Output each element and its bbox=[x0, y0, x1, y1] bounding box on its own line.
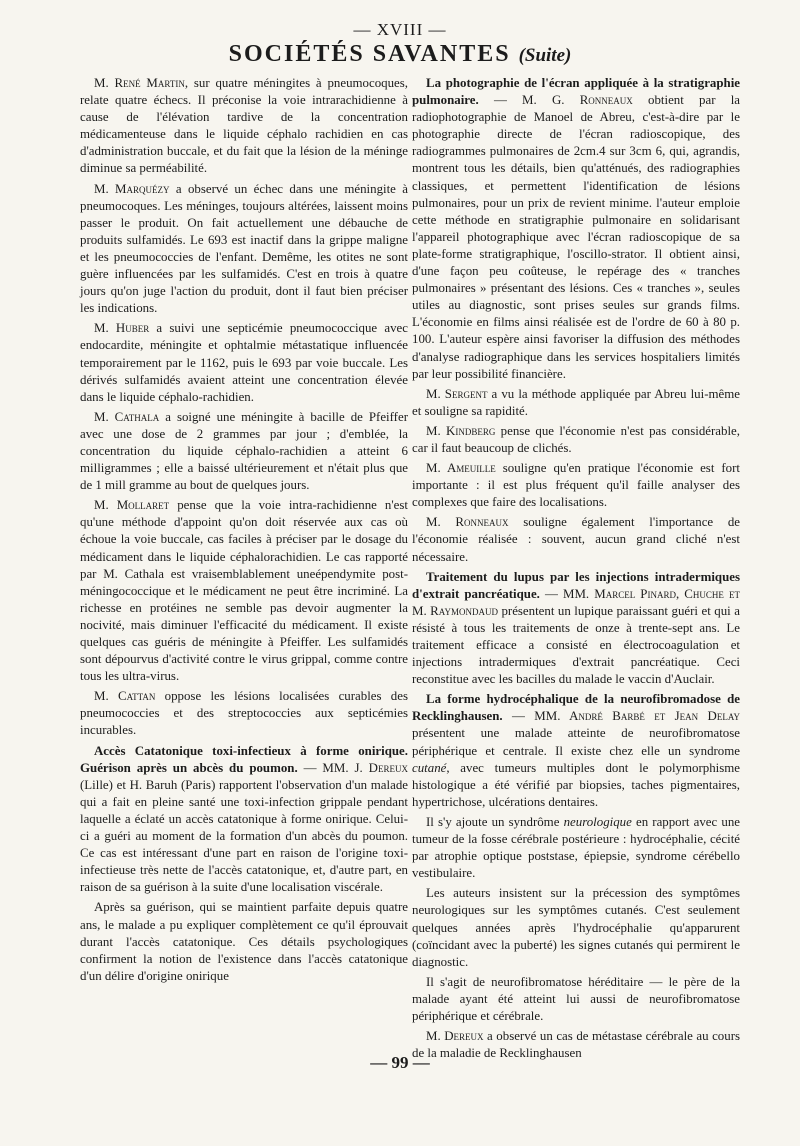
article-title: La photographie de l'écran appliquée à la stratigraphie pulmonaire. bbox=[412, 76, 740, 108]
author-name: M. Ronneaux bbox=[426, 515, 509, 530]
paragraph-sergent: M. Sergent a vu la méthode appliquée par Abreu lui-même et souligne sa rapidité. bbox=[412, 386, 740, 418]
paragraph-kindberg: M. Kindberg pense que l'économie n'est pas considérable, car il faut beaucoup de clichés. bbox=[412, 423, 740, 455]
paragraph-cattan: M. Cattan oppose les lésions localisées curables des pneumococcies et des streptococcies aux septicémies incurables. bbox=[80, 689, 408, 738]
article-title: Accès Catatonique toxi-infectieux à forme onirique. Guérison après un abcès du poumon. bbox=[80, 743, 408, 775]
author-name: M. Dereux bbox=[426, 1029, 484, 1044]
paragraph-guerison: Après sa guérison, qui se maintient parfaite depuis quatre ans, le malade a pu expliquer complètement ce qu'il éprouvait durant l'accès catatonique. Ces détails psychologiques confirment la notion de l'existence dans l'accès catatonique d'un délire d'origine onirique bbox=[80, 900, 408, 983]
page-number: — 99 — bbox=[370, 1053, 430, 1072]
paragraph-mollaret: M. Mollaret pense que la voie intra-rachidienne n'est qu'une méthode d'appoint qu'on doit réservée aux cas où échoue la voie buccale, cas faciles à préciser par le dosage du médicament dans le liquide céphalorachidien. Le cas rapporté par M. Cathala est vraisemblablement uneépendymite post-méningococcique et le médicament ne peut être incriminé. La richesse en protéines ne semble pas devoir augmenter la nocivité, mais diminuer l'efficacité du médicament. Il existe quelques cas guéris de méningite à Pfeiffer. Les sulfamidés sont dépourvus d'activité contre le virus grippal, comme contre tous les ultra-virus. bbox=[80, 498, 408, 684]
paragraph-marquezy: M. Marquézy a observé un échec dans une méningite à pneumocoques. Les méninges, toujours altérées, laissent moins passer le produit. On fait actuellement une débauche de produits sulfamidés. Le 693 est inactif dans la grippe maligne et les pneumococcies de l'enfant. Demême, les otites ne sont guère influencées par les sulfamidés. C'est en trois à quatre jours qu'on juge l'action du produit, dont il faut bien préciser les indications. bbox=[80, 181, 408, 316]
author-name: M. Cathala bbox=[94, 409, 160, 424]
author-name: — MM. J. Dereux bbox=[297, 760, 408, 775]
author-name: M. Marquézy bbox=[94, 181, 170, 196]
author-name: — M. G. Ronneaux bbox=[478, 93, 633, 108]
author-name: M. Kindberg bbox=[426, 423, 496, 438]
author-name: M. Ameuille bbox=[426, 461, 496, 476]
title-text: SOCIÉTÉS SAVANTES bbox=[228, 41, 511, 67]
paragraph-ronneaux: M. Ronneaux souligne également l'importance de l'économie réalisée : souvent, aucun grand cliché n'est nécessaire. bbox=[412, 515, 741, 564]
paragraph-auteurs: Les auteurs insistent sur la précession des symptômes neurologiques sur les symptômes cutanés. C'est seulement quelques années après l'hydrocéphalie qu'apparurent (coïncidant avec la puberté) les signes cutanés qui permirent le diagnostic. bbox=[412, 886, 740, 969]
left-column bbox=[80, 75, 408, 988]
paragraph-catatonique: Accès Catatonique toxi-infectieux à forme onirique. Guérison après un abcès du poumon. — MM. J. Dereux (Lille) et H. Baruh (Paris) rapportent l'observation d'un malade qui a fait en pleine santé une toxi-infection grippale pendant laquelle a éclaté un accès catatonique à forme onirique. Celui-ci a guéri au moment de la formation d'un abcès du poumon. Ce cas est intéressant d'une part en raison de l'origine toxi-infectieuse très nette de l'accès catatonique, et, d'autre part, en raison de sa guérison à la suite d'une localisation viscérale. bbox=[80, 743, 408, 895]
paragraph-hydrocephalique: La forme hydrocéphalique de la neurofibromadose de Recklinghausen. — MM. André Barbé et Jean Delay présentent une malade atteinte de neurofibromatose périphérique et centrale. Il existe chez elle un syndrome cutané, avec tumeurs multiples dont le polymorphisme histologique a été vérifié par biopsies, taches pigmentaires, hypertrichose, ulcérations dentaires. bbox=[412, 692, 740, 809]
author-name: M. Huber bbox=[94, 321, 150, 336]
paragraph-ameuille: M. Ameuille souligne qu'en pratique l'économie est fort importante : il est plus fréquent qu'il faille analyser des complexes que faire des localisations. bbox=[412, 461, 741, 510]
author-name: M. René Martin bbox=[94, 76, 185, 90]
running-header-roman: — XVIII — bbox=[353, 20, 447, 39]
author-name: — MM. Marcel Pinard, Chuche et M. Raymondaud bbox=[412, 586, 740, 618]
author-name: M. Cattan bbox=[94, 689, 156, 704]
paragraph-dereux: M. Dereux a observé un cas de métastase cérébrale au cours de la maladie de Recklinghausen bbox=[412, 1029, 741, 1061]
paragraph-martin: M. René Martin, sur quatre méningites à pneumocoques, relate quatre échecs. Il préconise la voie intrarachidienne à cause de l'élévation tardive de la concentration médicamenteuse dans le liquide céphalo rachidien en cas d'administration buccale, et du fait que la lésion de la méninge diminue sa perméabilité. bbox=[80, 76, 409, 176]
paragraph-photographie: La photographie de l'écran appliquée à la stratigraphie pulmonaire. — M. G. Ronneaux obtient par la radiophotographie de Manoel de Abreu, c'est-à-dire par le photographie directe de l'écran radioscopique, des radiogrammes pulmonaires de 2cm.4 sur 3cm 6, qui, agrandis, montrent tous les détails, bien qu'atténués, des radiographies classiques, et permettent l'identification de lésions pulmonaires, pour un prix de revient minime. l'auteur emploie cette méthode en stratigraphie pulmonaire en solidarisant l'appareil photographique avec l'écran radioscopique de sa plate-forme stratigraphique, l'oscillo-strator. Il obtient ainsi, d'une façon peu coûteuse, le repérage des « tranches pulmonaires » présentant des lésions. Ces « tranches », seules utiles au diagnostic, sont prises seules sur grands films. L'économie en films ainsi réalisée est de l'ordre de 60 à 80 p. 100. L'auteur espère ainsi favoriser la diffusion des méthodes d'analyse radiographique dans les services hospitaliers limités par leur possibilité financière. bbox=[412, 76, 741, 381]
paragraph-hereditaire: Il s'agit de neurofibromatose héréditaire — le père de la malade ayant été atteint lui aussi de neurofibromatose périphérique et cérébrale. bbox=[412, 974, 740, 1023]
author-name: M. Mollaret bbox=[94, 498, 170, 513]
right-column bbox=[412, 75, 740, 1065]
paragraph-huber: M. Huber a suivi une septicémie pneumococcique avec endocardite, méningite et ophtalmie métastatique influencée temporairement par le 1162, puis le 693 par voie buccale. Les dérivés sulfamidés avaient atteint une concentration élevée dans le liquide céphalo-rachidien. bbox=[80, 321, 408, 404]
page-title bbox=[0, 41, 800, 68]
paragraph-cathala: M. Cathala a soigné une méningite à bacille de Pfeiffer avec une dose de 2 grammes par jour ; d'emblée, la concentration du liquide céphalo-rachidien a atteint 6 milligrammes ; elle a baissé ultérieurement et n'était plus que de 1 mill gramme au bout de quelques jours. bbox=[80, 409, 408, 493]
article-title: Traitement du lupus par les injections intradermiques d'extrait pancréatique. bbox=[412, 569, 740, 601]
author-name: M. Sergent bbox=[426, 386, 488, 401]
author-name: — MM. André Barbé et Jean Delay bbox=[502, 709, 740, 724]
title-suite: (Suite) bbox=[518, 45, 572, 66]
paragraph-neurologique: Il s'y ajoute un syndrôme neurologique en rapport avec une tumeur de la fosse cérébrale postérieure : hydrocéphalie, cécité par atrophie optique poststase, épiepsie, syndrome cérébello vestibulaire. bbox=[412, 814, 741, 881]
paragraph-lupus: Traitement du lupus par les injections intradermiques d'extrait pancréatique. — MM. Marcel Pinard, Chuche et M. Raymondaud présentent un lupique paraissant guéri et qui a résisté à tous les traitements de onze à trente-sept ans. Le traitement efficace a consisté en électrocoagulation et injections intradermiques d'extrait pancréatique. Ceci reconstitue avec les bacilles du malade le vaccin d'Auclair. bbox=[412, 569, 740, 687]
article-title: La forme hydrocéphalique de la neurofibromadose de Recklinghausen. bbox=[412, 692, 740, 724]
